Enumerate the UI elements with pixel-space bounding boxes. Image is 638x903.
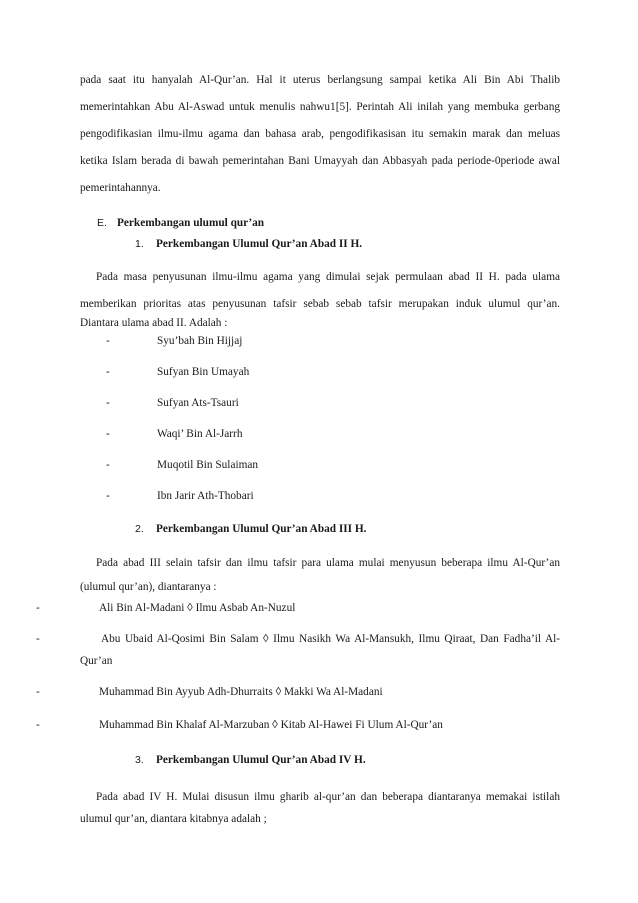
list-dash: - bbox=[106, 335, 110, 347]
intro-line: pengodifikasian ilmu-ilmu agama dan bahasa arab, pengodifikasisan itu semakin marak dan meluas bbox=[80, 128, 560, 140]
list-item-text: Waqi’ Bin Al-Jarrh bbox=[157, 428, 243, 440]
list-dash: - bbox=[36, 602, 40, 614]
subsection-2-marker: 2. bbox=[135, 523, 144, 535]
list-item-text: Sufyan Ats-Tsauri bbox=[157, 397, 239, 409]
subsection-2-para-line: (ulumul qur’an), diantaranya : bbox=[80, 581, 217, 593]
list-dash: - bbox=[106, 459, 110, 471]
section-e-title: Perkembangan ulumul qur’an bbox=[117, 217, 265, 229]
subsection-3-para-line: Pada abad IV H. Mulai disusun ilmu gharib al-qur’an dan beberapa diantaranya memakai istilah bbox=[96, 791, 560, 803]
subsection-2-para-line: Pada abad III selain tafsir dan ilmu tafsir para ulama mulai menyusun beberapa ilmu Al-Qur’an bbox=[96, 557, 560, 569]
list-dash: - bbox=[106, 397, 110, 409]
subsection-3-title: Perkembangan Ulumul Qur’an Abad IV H. bbox=[156, 754, 366, 766]
list-dash: - bbox=[106, 428, 110, 440]
list-item-text: Muqotil Bin Sulaiman bbox=[157, 459, 259, 471]
subsection-3-marker: 3. bbox=[135, 754, 144, 766]
list-dash: - bbox=[106, 490, 110, 502]
intro-line: memerintahkan Abu Al-Aswad untuk menulis nahwu1[5]. Perintah Ali inilah yang membuka gerbang bbox=[80, 101, 560, 113]
list-item-text: Muhammad Bin Ayyub Adh-Dhurraits ◊ Makki Wa Al-Madani bbox=[99, 686, 383, 698]
intro-line: ketika Islam berada di bawah pemerintahan Bani Umayyah dan Abbasyah pada periode-0periode awal bbox=[80, 155, 560, 167]
list-item-text: Ibn Jarir Ath-Thobari bbox=[157, 490, 254, 502]
list-dash: - bbox=[36, 633, 40, 645]
subsection-2-title: Perkembangan Ulumul Qur’an Abad III H. bbox=[156, 523, 367, 535]
subsection-1-para-line: Diantara ulama abad II. Adalah : bbox=[80, 317, 228, 329]
subsection-1-marker: 1. bbox=[135, 238, 144, 250]
list-dash: - bbox=[36, 686, 40, 698]
subsection-1-title: Perkembangan Ulumul Qur’an Abad II H. bbox=[156, 238, 363, 250]
list-item-text: Abu Ubaid Al-Qosimi Bin Salam ◊ Ilmu Nasikh Wa Al-Mansukh, Ilmu Qiraat, Dan Fadha’il Al- bbox=[101, 633, 560, 645]
list-item-text: Ali Bin Al-Madani ◊ Ilmu Asbab An-Nuzul bbox=[99, 602, 296, 614]
list-item-text-continuation: Qur’an bbox=[80, 655, 113, 667]
subsection-3-para-line: ulumul qur’an, diantara kitabnya adalah ; bbox=[80, 813, 267, 825]
intro-line: pada saat itu hanyalah Al-Qur’an. Hal it uterus berlangsung sampai ketika Ali Bin Abi Thalib bbox=[80, 74, 560, 86]
section-e-marker: E. bbox=[97, 217, 107, 229]
list-dash: - bbox=[106, 366, 110, 378]
subsection-1-para-line: memberikan prioritas atas penyusunan tafsir sebab sebab tafsir merupakan induk ulumul qur’an. bbox=[80, 298, 560, 310]
list-item-text: Muhammad Bin Khalaf Al-Marzuban ◊ Kitab Al-Hawei Fi Ulum Al-Qur’an bbox=[99, 719, 443, 731]
list-item-text: Syu’bah Bin Hijjaj bbox=[157, 335, 243, 347]
list-item-text: Sufyan Bin Umayah bbox=[157, 366, 250, 378]
subsection-1-para-line: Pada masa penyusunan ilmu-ilmu agama yang dimulai sejak permulaan abad II H. pada ulama bbox=[96, 271, 560, 283]
intro-line: pemerintahannya. bbox=[80, 182, 161, 194]
list-dash: - bbox=[36, 719, 40, 731]
